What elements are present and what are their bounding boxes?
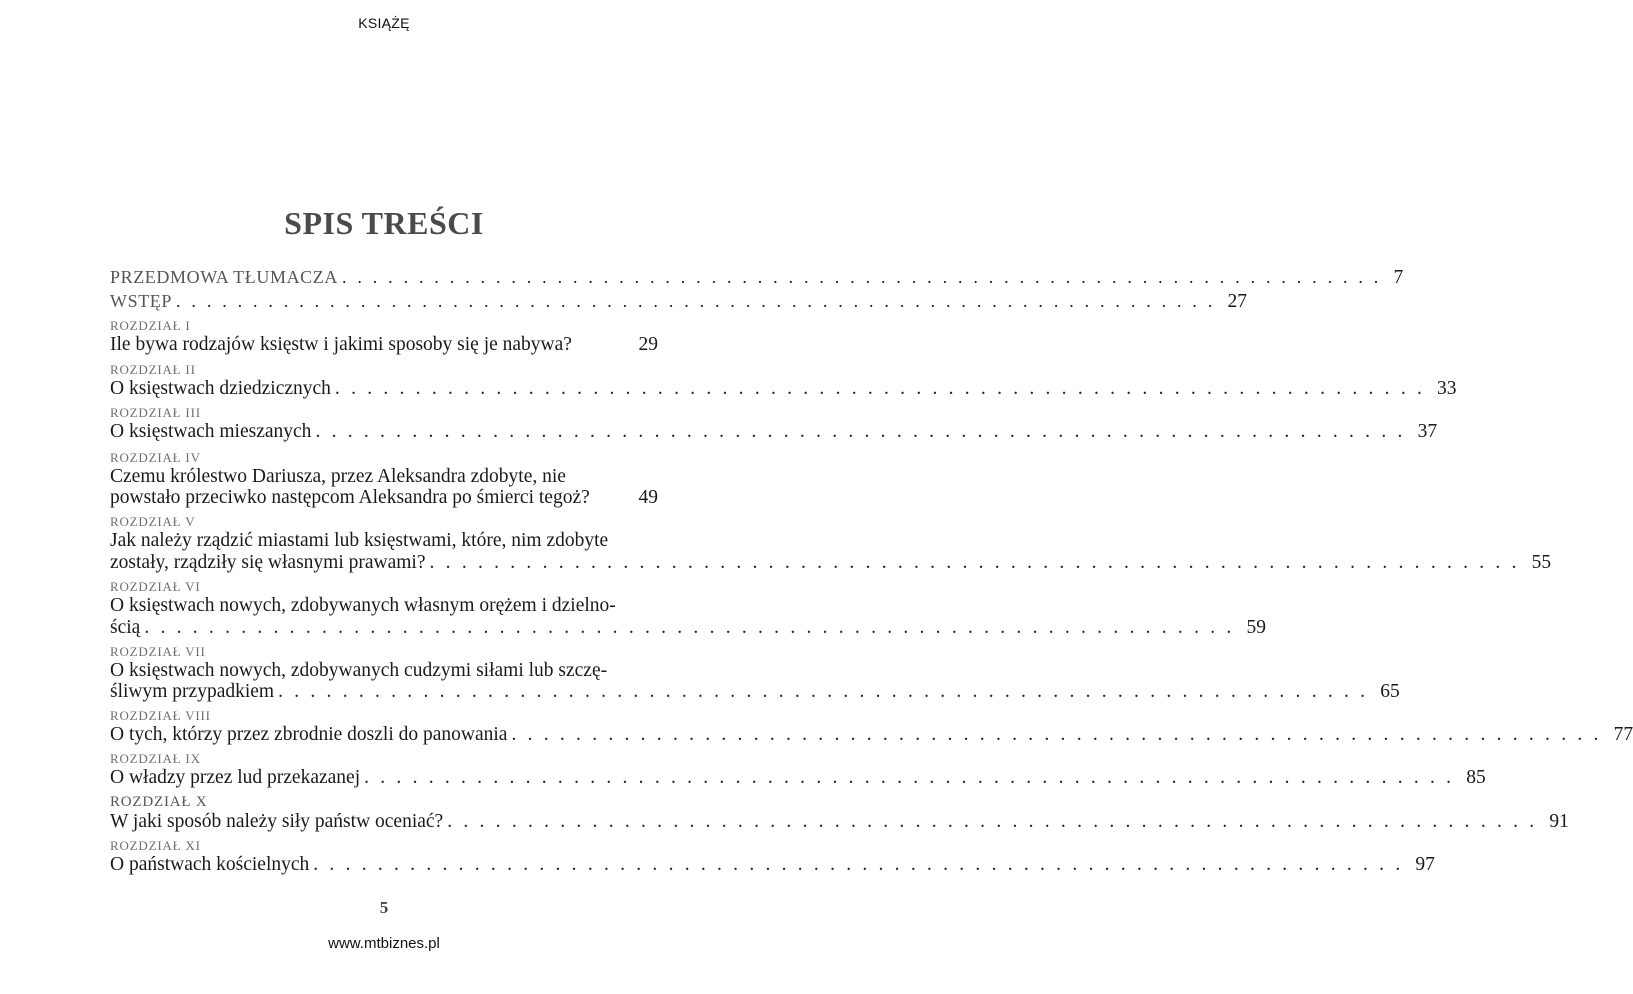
toc-page-number: 29 — [638, 334, 658, 355]
toc-page-number: 27 — [1227, 291, 1248, 312]
toc-entry-title: O księstwach nowych, zdobywanych cudzymi siłami lub szczę- — [110, 660, 608, 681]
toc-page-number: 77 — [1613, 724, 1633, 745]
toc-entry-title: powstało przeciwko następcom Aleksandra po śmierci tegoż? — [110, 487, 590, 508]
chapter-label: ROZDZIAŁ VII — [110, 644, 206, 659]
toc-entry-chapter-11[interactable] — [110, 854, 1435, 876]
toc-page-number: 85 — [1466, 767, 1486, 788]
footer-url: www.mtbiznes.pl — [328, 935, 440, 952]
toc-entry-chapter-7-line-2[interactable] — [110, 681, 1400, 703]
chapter-label: ROZDZIAŁ VI — [110, 579, 201, 594]
toc-page-number: 37 — [1417, 421, 1438, 442]
toc-page-number: 33 — [1437, 378, 1457, 399]
toc-entry-chapter-4-line-2[interactable] — [110, 487, 658, 509]
toc-entry-chapter-7-line-1[interactable] — [110, 660, 658, 682]
chapter-label: ROZDZIAŁ X — [110, 794, 208, 810]
chapter-label: ROZDZIAŁ XI — [110, 838, 201, 853]
toc-entry-title: O księstwach nowych, zdobywanych własnym orężem i dzielno- — [110, 595, 616, 616]
toc-entry-chapter-9[interactable] — [110, 767, 1486, 789]
toc-entry-title: Ile bywa rodzajów księstw i jakimi sposoby się je nabywa? — [110, 334, 572, 355]
leader-dots: . . . . . . . . . . . . . . . . . . . . . . . . . . . . . . . . . . . . . . . . . . . . . . . . . . . . . . . . . . . . . . . . . . . . — [176, 291, 1216, 311]
chapter-label: ROZDZIAŁ III — [110, 405, 201, 420]
toc-entry-title: WSTĘP — [110, 291, 173, 311]
toc-entry-chapter-5-line-1[interactable] — [110, 530, 658, 552]
toc-entry-title: O księstwach dziedzicznych — [110, 378, 331, 399]
toc-entry-chapter-6-line-2[interactable] — [110, 617, 1266, 639]
chapter-label: ROZDZIAŁ IX — [110, 751, 201, 766]
toc-entry-chapter-2[interactable] — [110, 378, 1457, 400]
toc-page-number: 55 — [1531, 552, 1552, 573]
toc-entry-chapter-5-line-2[interactable] — [110, 552, 1552, 574]
leader-dots: . . . . . . . . . . . . . . . . . . . . . . . . . . . . . . . . . . . . . . . . . . . . . . . . . . . . . . . . . . . . . . . . . . . . — [447, 811, 1538, 832]
chapter-label: ROZDZIAŁ V — [110, 514, 196, 529]
toc-page-number: 7 — [1393, 267, 1404, 288]
running-header: KSIĄŻĘ — [358, 15, 410, 31]
leader-dots: . . . . . . . . . . . . . . . . . . . . . . . . . . . . . . . . . . . . . . . . . . . . . . . . . . . . . . . . . . . . . . . . . . . . — [313, 854, 1404, 875]
toc-page-number: 49 — [638, 487, 658, 508]
chapter-label: ROZDZIAŁ II — [110, 362, 196, 377]
page-number: 5 — [379, 898, 389, 917]
leader-dots: . . . . . . . . . . . . . . . . . . . . . . . . . . . . . . . . . . . . . . . . . . . . . . . . . . . . . . . . . . . . . . . . . . . . — [334, 378, 1426, 399]
chapter-label: ROZDZIAŁ I — [110, 318, 191, 333]
toc-page-number: 65 — [1380, 681, 1400, 702]
toc-entry-chapter-1[interactable] — [110, 334, 658, 356]
toc-entry-title: Jak należy rządzić miastami lub księstwami, które, nim zdobyte — [110, 530, 609, 551]
page-title: SPIS TREŚCI — [284, 205, 484, 241]
toc-page-number: 97 — [1415, 854, 1435, 875]
toc-entry-title: śliwym przypadkiem — [110, 681, 275, 702]
toc-entry-chapter-4-line-1[interactable] — [110, 466, 658, 488]
leader-dots: . . . . . . . . . . . . . . . . . . . . . . . . . . . . . . . . . . . . . . . . . . . . . . . . . . . . . . . . . . . . . . . . . . . . — [315, 421, 1406, 442]
toc-entry-title: O księstwach mieszanych — [110, 421, 312, 442]
toc-entry-title: Czemu królestwo Dariusza, przez Aleksandra zdobyte, nie — [110, 466, 566, 487]
toc-entry-chapter-6-line-1[interactable] — [110, 595, 658, 617]
toc-entry-preface[interactable] — [110, 266, 1404, 288]
toc-entry-title: O władzy przez lud przekazanej — [110, 767, 361, 788]
leader-dots: . . . . . . . . . . . . . . . . . . . . . . . . . . . . . . . . . . . . . . . . . . . . . . . . . . . . . . . . . . . . . . . . . . . . — [278, 681, 1369, 702]
toc-entry-title: W jaki sposób należy siły państw oceniać? — [110, 811, 444, 832]
toc-page-number: 91 — [1549, 811, 1569, 832]
toc-entry-title: zostały, rządziły się własnymi prawami? — [110, 552, 426, 573]
leader-dots: . . . . . . . . . . . . . . . . . . . . . . . . . . . . . . . . . . . . . . . . . . . . . . . . . . . . . . . . . . . . . . . . . . . . — [429, 552, 1520, 573]
toc-entry-title: ścią — [110, 617, 141, 638]
toc-entry-title: PRZEDMOWA TŁUMACZA — [110, 267, 338, 287]
leader-dots: . . . . . . . . . . . . . . . . . . . . . . . . . . . . . . . . . . . . . . . . . . . . . . . . . . . . . . . . . . . . . . . . . . . . — [364, 767, 1455, 788]
leader-dots: . . . . . . . . . . . . . . . . . . . . . . . . . . . . . . . . . . . . . . . . . . . . . . . . . . . . . . . . . . . . . . . . . . . . — [341, 267, 1382, 287]
leader-dots: . . . . . . . . . . . . . . . . . . . . . . . . . . . . . . . . . . . . . . . . . . . . . . . . . . . . . . . . . . . . . . . . . . . . — [144, 617, 1235, 638]
chapter-label: ROZDZIAŁ VIII — [110, 708, 211, 723]
toc-entry-chapter-10[interactable] — [110, 811, 1569, 833]
toc-entry-intro[interactable] — [110, 290, 1248, 312]
toc-entry-title: O tych, którzy przez zbrodnie doszli do panowania — [110, 724, 508, 745]
toc-entry-title: O państwach kościelnych — [110, 854, 310, 875]
toc-entry-chapter-3[interactable] — [110, 421, 1438, 443]
toc-page-number: 59 — [1246, 617, 1266, 638]
toc-entry-chapter-8[interactable] — [110, 724, 1633, 746]
leader-dots: . . . . . . . . . . . . . . . . . . . . . . . . . . . . . . . . . . . . . . . . . . . . . . . . . . . . . . . . . . . . . . . . . . . . — [511, 724, 1602, 745]
chapter-label: ROZDZIAŁ IV — [110, 450, 201, 465]
